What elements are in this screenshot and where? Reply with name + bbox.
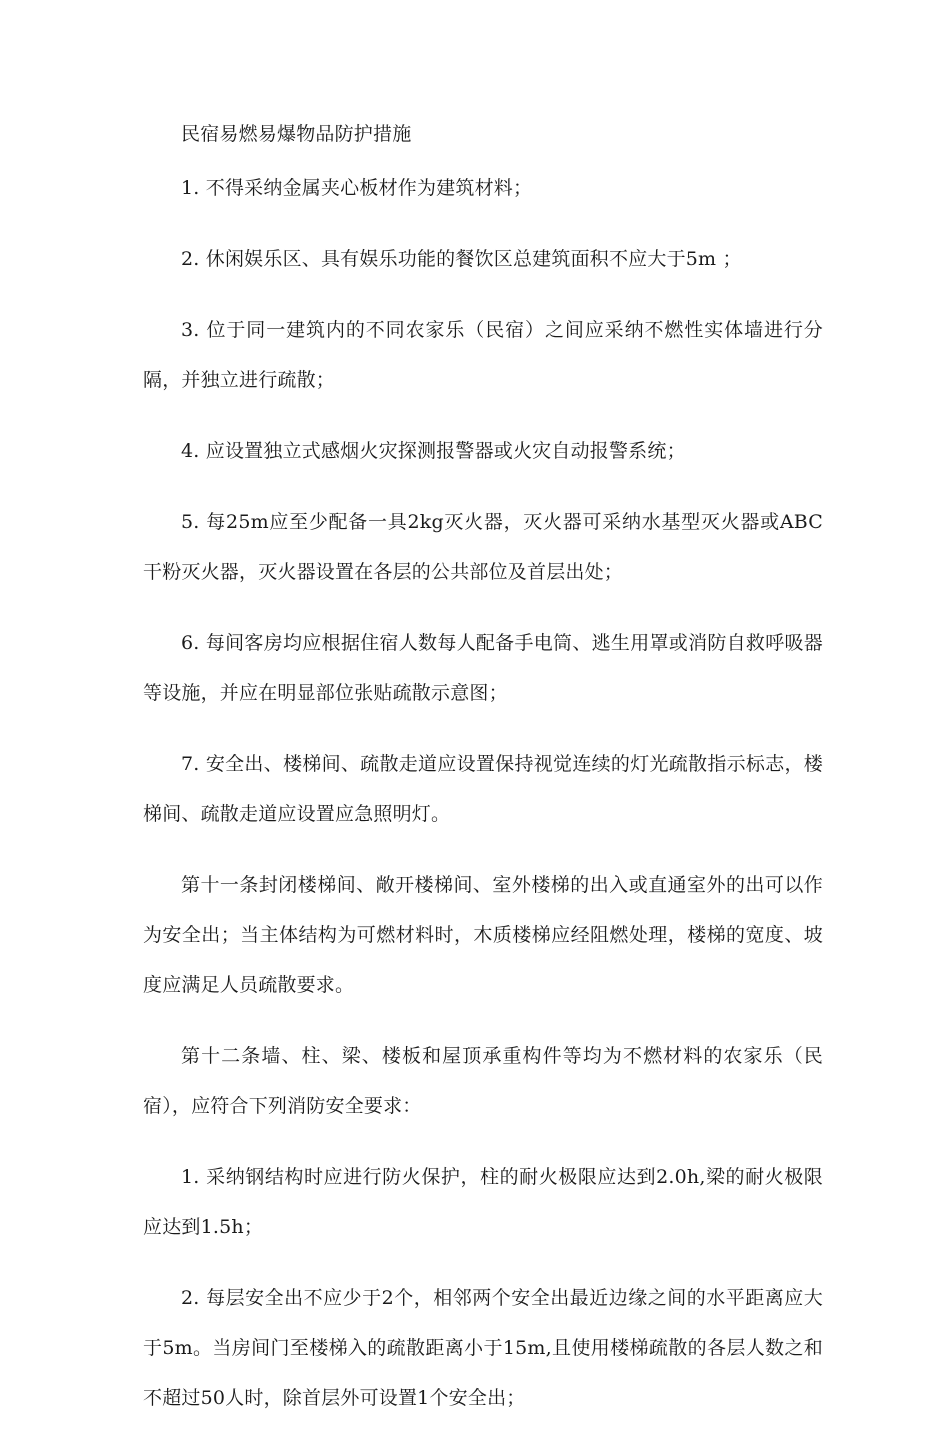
article-12-item-2: 2. 每层安全出不应少于2个，相邻两个安全出最近边缘之间的水平距离应大于5m。当房间门至楼梯入的疏散距离小于15m,且使用楼梯疏散的各层人数之和不超过50人时，除首层外可设置1个安全出； <box>143 1287 823 1409</box>
list-item-1: 1. 不得采纳金属夹心板材作为建筑材料； <box>181 177 533 199</box>
article-11-paragraph: 第十一条封闭楼梯间、敞开楼梯间、室外楼梯的出入或直通室外的出可以作为安全出；当主体结构为可燃材料时，木质楼梯应经阻燃处理，楼梯的宽度、坡度应满足人员疏散要求。 <box>143 874 823 996</box>
list-item-6: 6. 每间客房均应根据住宿人数每人配备手电筒、逃生用罩或消防自救呼吸器等设施，并应在明显部位张贴疏散示意图； <box>143 632 823 704</box>
list-item-4: 4. 应设置独立式感烟火灾探测报警器或火灾自动报警系统； <box>181 440 686 462</box>
document-title: 民宿易燃易爆物品防护措施 <box>181 123 412 145</box>
article-12-item-1: 1. 采纳钢结构时应进行防火保护，柱的耐火极限应达到2.0h,梁的耐火极限应达到1.5h； <box>143 1166 823 1238</box>
list-item-2: 2. 休闲娱乐区、具有娱乐功能的餐饮区总建筑面积不应大于5m ； <box>181 248 742 270</box>
list-item-3: 3. 位于同一建筑内的不同农家乐（民宿）之间应采纳不燃性实体墙进行分隔，并独立进行疏散； <box>143 319 823 391</box>
list-item-7: 7. 安全出、楼梯间、疏散走道应设置保持视觉连续的灯光疏散指示标志，楼梯间、疏散走道应设置应急照明灯。 <box>143 753 823 825</box>
document-body <box>143 116 823 1444</box>
article-12-paragraph: 第十二条墙、柱、梁、楼板和屋顶承重构件等均为不燃材料的农家乐（民宿），应符合下列消防安全要求： <box>143 1045 823 1117</box>
list-item-5: 5. 每25m应至少配备一具2kg灭火器，灭火器可采纳水基型灭火器或ABC干粉灭火器，灭火器设置在各层的公共部位及首层出处； <box>143 511 823 583</box>
